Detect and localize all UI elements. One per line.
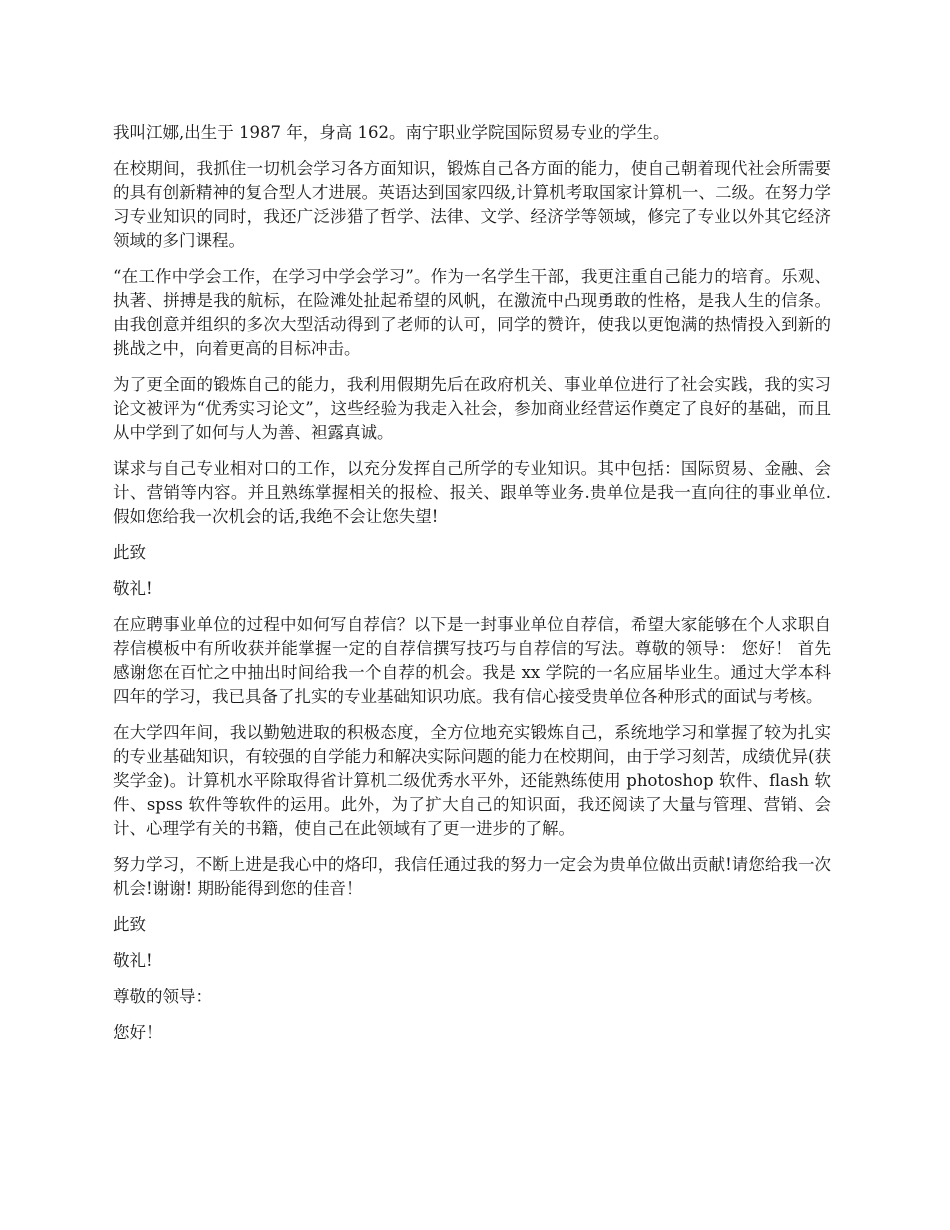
job-goal-paragraph: 谋求与自己专业相对口的工作，以充分发挥自己所学的专业知识。其中包括：国际贸易、金融、会计、营销等内容。并且熟练掌握相关的报检、报关、跟单等业务.贵单位是我一直向往的事业单位.假如您给我一次机会的话,我绝不会让您失望! xyxy=(113,459,831,526)
practice-paragraph: 为了更全面的锻炼自己的能力，我利用假期先后在政府机关、事业单位进行了社会实践，我的实习论文被评为“优秀实习论文”，这些经验为我走入社会，参加商业经营运作奠定了良好的基础，而且从中学到了如何与人为善、袒露真诚。 xyxy=(113,375,831,442)
intro-paragraph: 我叫江娜,出生于 1987 年，身高 162。南宁职业学院国际贸易专业的学生。 xyxy=(113,123,670,142)
student-leader-paragraph: “在工作中学会工作，在学习中学会学习”。作为一名学生干部，我更注重自己能力的培育。乐观、执著、拼搏是我的航标，在险滩处扯起希望的风帆，在激流中凸现勇敢的性格，是我人生的信条。由我创意并组织的多次大型活动得到了老师的认可，同学的赞许，使我以更饱满的热情投入到新的挑战之中，向着更高的目标冲击。 xyxy=(113,267,831,358)
university-paragraph: 在大学四年间，我以勤勉进取的积极态度，全方位地充实锻炼自己，系统地学习和掌握了较为扎实的专业基础知识，有较强的自学能力和解决实际问题的能力在校期间，由于学习刻苦，成绩优异(获奖学金)。计算机水平除取得省计算机二级优秀水平外，还能熟练使用 photoshop 软件、flash 软件、spss 软件等软件的运用。此外，为了扩大自己的知识面，我还阅读了大量与管理、营销、会计、心理学有关的书籍，使自己在此领域有了更一进步的了解。 xyxy=(113,723,831,838)
closing-salutation: 此致 xyxy=(113,543,146,562)
greeting-leader: 尊敬的领导： xyxy=(113,987,212,1006)
school-period-paragraph: 在校期间，我抓住一切机会学习各方面知识，锻炼自己各方面的能力，使自己朝着现代社会所需要的具有创新精神的复合型人才进展。英语达到国家四级,计算机考取国家计算机一、二级。在努力学习专业知识的同时，我还广泛涉猎了哲学、法律、文学、经济学等领域，修完了专业以外其它经济领域的多门课程。 xyxy=(113,159,831,250)
effort-paragraph: 努力学习，不断上进是我心中的烙印，我信任通过我的努力一定会为贵单位做出贡献!请您给我一次机会!谢谢! 期盼能得到您的佳音！ xyxy=(113,855,831,898)
document-body xyxy=(113,121,831,1057)
closing-salutation-2: 此致 xyxy=(113,915,146,934)
greeting-hello: 您好！ xyxy=(113,1023,163,1042)
second-letter-intro-paragraph: 在应聘事业单位的过程中如何写自荐信？以下是一封事业单位自荐信，希望大家能够在个人求职自荐信模板中有所收获并能掌握一定的自荐信撰写技巧与自荐信的写法。尊敬的领导： 您好！ 首先感谢您在百忙之中抽出时间给我一个自荐的机会。我是 xx 学院的一名应届毕业生。通过大学本科四年的学习，我已具备了扎实的专业基础知识功底。我有信心接受贵单位各种形式的面试与考核。 xyxy=(113,615,831,706)
closing-regards-2: 敬礼! xyxy=(113,951,153,970)
closing-regards: 敬礼! xyxy=(113,579,153,598)
